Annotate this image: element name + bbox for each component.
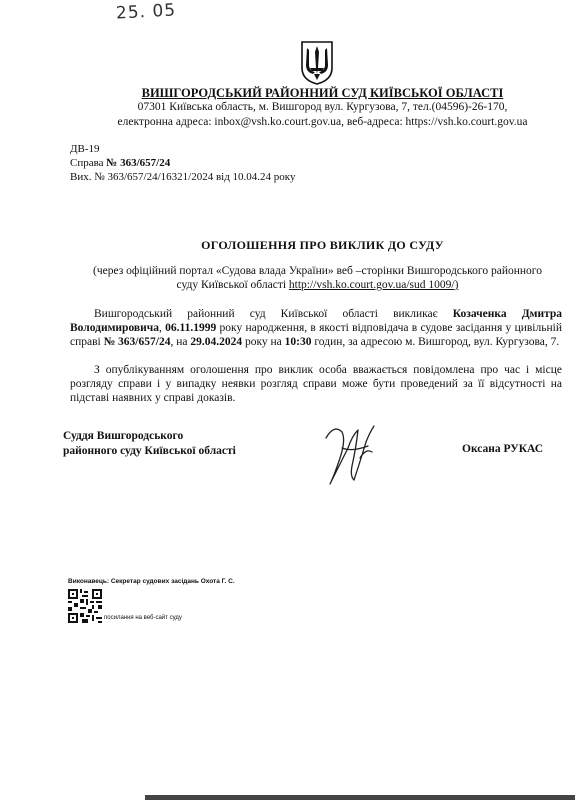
hearing-date: 29.04.2024 — [190, 336, 243, 348]
summons-paragraph — [70, 307, 562, 349]
judge-title-line-2: районного суду Київської області — [63, 444, 236, 457]
portal-line-2 — [0, 279, 575, 291]
case-ref: № 363/657/24 — [103, 336, 171, 348]
portal-link[interactable]: http://vsh.ko.court.gov.ua/sud 1009/) — [288, 279, 459, 291]
p1-text-f: годин, за адресою м. Вишгород, вул. Кургузова, 7. — [311, 336, 560, 348]
defendant-name: Козаченка Дмитра Володимировича — [70, 308, 563, 334]
p1-text-e: року на — [242, 336, 285, 348]
court-address: 07301 Київська область, м. Вишгород вул. Кургузова, 7, тел.(04596)-26-170, — [137, 101, 508, 113]
p1-text-d: , на — [170, 336, 191, 348]
trident-emblem-icon — [298, 38, 336, 86]
case-prefix: Справа — [70, 157, 107, 169]
portal-line-2-prefix: суду Київської області — [176, 279, 289, 291]
court-contacts: електронна адреса: inbox@vsh.ko.court.gov.ua, веб-адреса: https://vsh.ko.court.gov.ua — [117, 116, 528, 128]
p1-text-b: , — [158, 322, 166, 334]
handwritten-note: 25. 05 — [115, 0, 177, 24]
court-name: ВИШГОРОДСЬКИЙ РАЙОННИЙ СУД КИЇВСЬКОЇ ОБЛАСТІ — [141, 86, 504, 100]
scan-edge-divider — [145, 795, 575, 800]
judge-title — [63, 429, 236, 458]
document-code: ДВ-19 — [70, 143, 100, 155]
p1-text-c: року народження, в якості відповідача в судове засідання у цивільній справі — [70, 322, 562, 348]
judge-title-line-1: Суддя Вишгородського — [63, 430, 184, 442]
case-number: № 363/657/24 — [106, 157, 171, 169]
outgoing-number: Вих. № 363/657/24/16321/2024 від 10.04.24 року — [70, 171, 296, 183]
document-title: ОГОЛОШЕННЯ ПРО ВИКЛИК ДО СУДУ — [201, 238, 444, 252]
p1-text-a: Вишгородський районний суд Київської області викликає — [94, 308, 453, 320]
qr-code-icon — [68, 589, 102, 623]
case-line — [70, 157, 170, 171]
judge-name: Оксана РУКАС — [462, 443, 544, 455]
portal-line-1: (через офіційний портал «Судова влада України» веб –сторінки Вишгородського районного — [93, 265, 542, 277]
executor-line: Виконавець: Секретар судових засідань Охота Г. С. — [68, 578, 235, 585]
notice-paragraph: З опублікуванням оголошення про виклик особа вважається повідомлена про час і місце розгляду справи і у випадку неявки розгляд справи може бути проведений за її відсутності на підставі наявних у справі доказів. — [70, 364, 562, 404]
defendant-dob: 06.11.1999 — [165, 322, 217, 334]
handwritten-signature — [312, 418, 382, 490]
hearing-time: 10:30 — [284, 336, 312, 348]
verify-text: посилання на веб-сайт суду — [104, 615, 182, 621]
